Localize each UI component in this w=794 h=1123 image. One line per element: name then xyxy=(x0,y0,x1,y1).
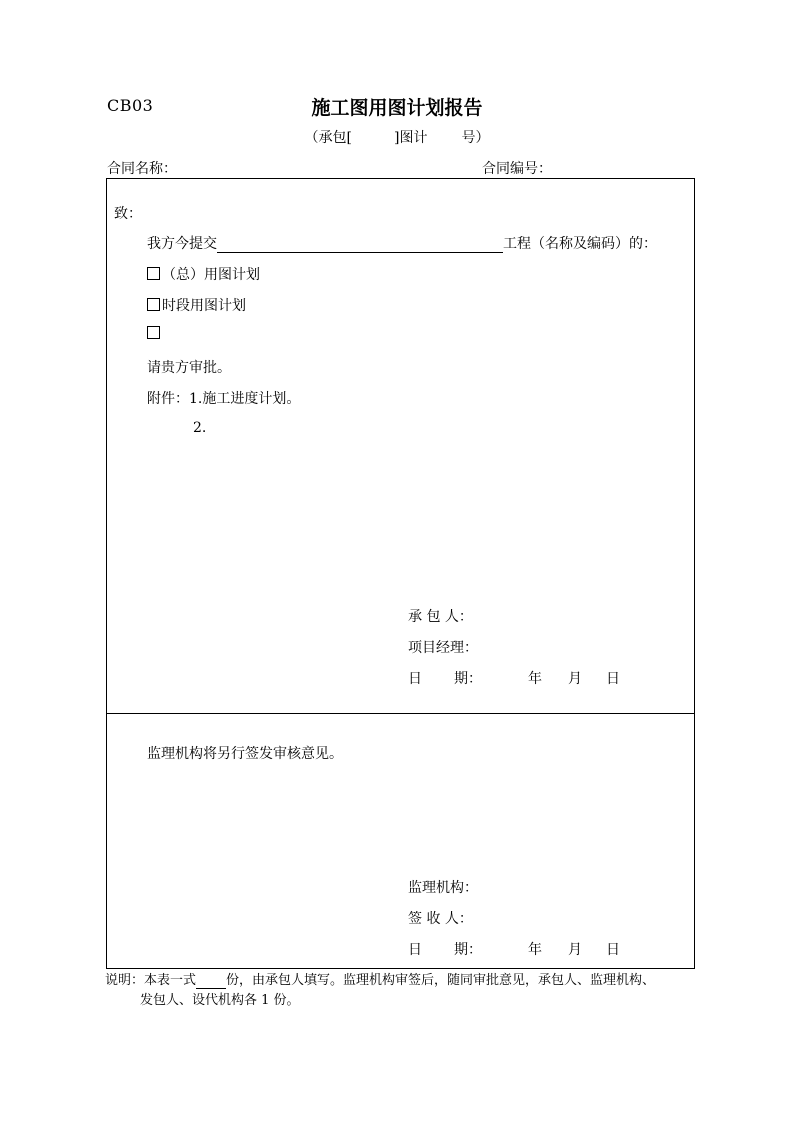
attachment-2: 2. xyxy=(193,420,207,436)
submit-suffix: 工程（名称及编码）的： xyxy=(503,236,657,252)
date-line-2 xyxy=(408,939,620,959)
submit-prefix: 我方今提交 xyxy=(147,236,217,252)
supervision-section xyxy=(106,713,695,969)
date-day: 日 xyxy=(606,942,620,958)
submit-line xyxy=(147,233,657,253)
to-label: 致： xyxy=(114,206,142,222)
date-month: 月 xyxy=(568,671,582,687)
date-day: 日 xyxy=(606,671,620,687)
receiver-label: 签 收 人： xyxy=(408,911,473,927)
option-period-plan-label: 时段用图计划 xyxy=(162,298,246,314)
form-subtitle xyxy=(0,127,794,147)
request-text: 请贵方审批。 xyxy=(147,360,231,376)
date-label-char-1: 日 xyxy=(408,942,422,958)
subtitle-mid: ]图计 xyxy=(394,130,428,146)
footnote-suffix: 份，由承包人填写。监理机构审签后，随同审批意见，承包人、监理机构、 xyxy=(226,973,656,988)
date-label-char-1: 日 xyxy=(408,671,422,687)
project-name-blank[interactable] xyxy=(217,236,503,253)
attachments-line xyxy=(147,388,300,408)
option-total-plan[interactable] xyxy=(147,264,260,284)
attachment-1: 1.施工进度计划。 xyxy=(189,391,301,407)
attachments-label: 附件： xyxy=(147,391,189,407)
option-period-plan[interactable] xyxy=(147,295,246,315)
date-month: 月 xyxy=(568,942,582,958)
date-year: 年 xyxy=(528,942,542,958)
option-total-plan-label: （总）用图计划 xyxy=(162,267,260,283)
supervision-statement: 监理机构将另行签发审核意见。 xyxy=(147,746,343,762)
form-title: 施工图用图计划报告 xyxy=(311,97,483,119)
subtitle-open: （承包[ xyxy=(304,130,352,146)
subtitle-close: 号） xyxy=(461,130,490,146)
copies-blank[interactable] xyxy=(196,973,226,989)
date-label-char-2: 期： xyxy=(454,671,482,687)
date-line xyxy=(408,668,620,688)
submission-section xyxy=(106,178,695,714)
agency-label: 监理机构： xyxy=(408,880,478,896)
contract-name-label: 合同名称： xyxy=(107,161,177,177)
checkbox-icon[interactable] xyxy=(147,267,160,280)
contractor-label: 承 包 人： xyxy=(408,609,473,625)
manager-label: 项目经理： xyxy=(408,640,478,656)
footnote-line-2: 发包人、设代机构各 1 份。 xyxy=(140,993,300,1008)
date-year: 年 xyxy=(528,671,542,687)
contract-no-label: 合同编号： xyxy=(482,161,552,177)
form-code: CB03 xyxy=(107,96,154,115)
option-other[interactable] xyxy=(147,326,162,342)
checkbox-icon[interactable] xyxy=(147,326,160,339)
checkbox-icon[interactable] xyxy=(147,298,160,311)
date-label-char-2: 期： xyxy=(454,942,482,958)
footnote-line-1 xyxy=(105,969,655,989)
footnote-prefix: 说明：本表一式 xyxy=(105,973,197,988)
